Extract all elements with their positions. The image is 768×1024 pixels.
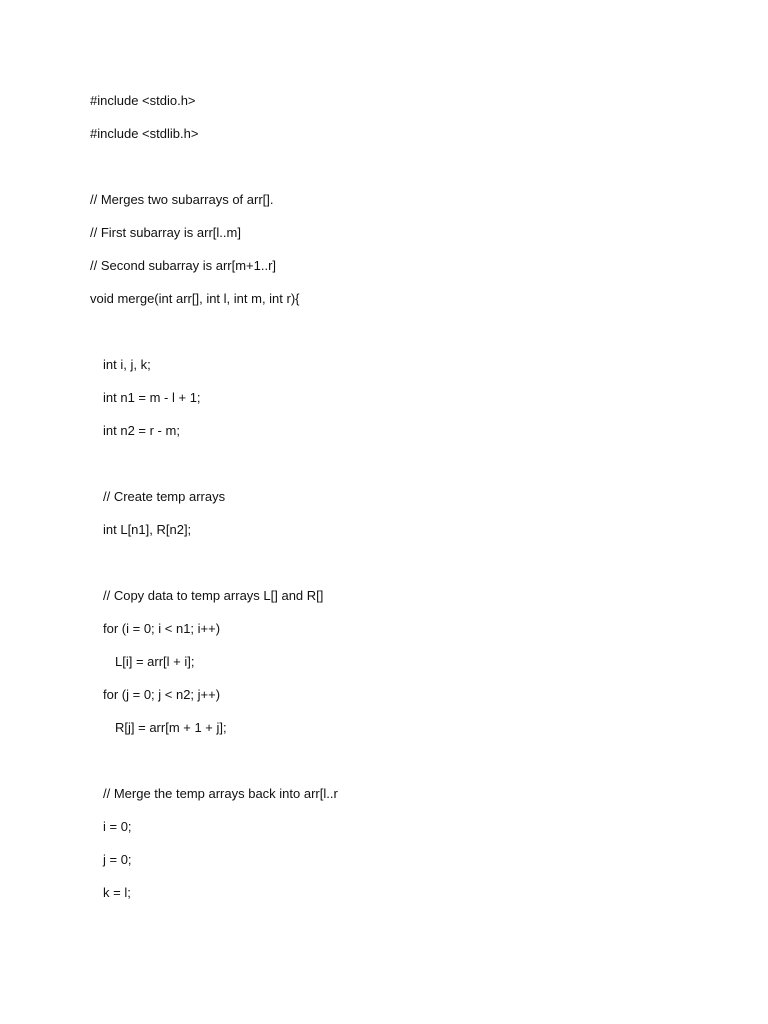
code-line-init-k: k = l; xyxy=(103,885,131,900)
code-line-comment-second: // Second subarray is arr[m+1..r] xyxy=(90,258,277,273)
code-line-include-stdlib: #include <stdlib.h> xyxy=(90,126,199,141)
code-line-assign-r: R[j] = arr[m + 1 + j]; xyxy=(115,720,227,735)
code-line-for-i: for (i = 0; i < n1; i++) xyxy=(103,621,221,636)
code-line-init-i: i = 0; xyxy=(103,819,132,834)
code-line-for-j: for (j = 0; j < n2; j++) xyxy=(103,687,221,702)
code-line-declare-ijk: int i, j, k; xyxy=(103,357,151,372)
code-line-comment-merge: // Merge the temp arrays back into arr[l..r xyxy=(103,786,338,801)
code-line-merge-signature: void merge(int arr[], int l, int m, int r){ xyxy=(90,291,300,306)
code-line-comment-merges: // Merges two subarrays of arr[]. xyxy=(90,192,274,207)
code-line-declare-arrays: int L[n1], R[n2]; xyxy=(103,522,192,537)
code-line-assign-l: L[i] = arr[l + i]; xyxy=(115,654,195,669)
code-line-init-j: j = 0; xyxy=(103,852,132,867)
code-line-comment-first: // First subarray is arr[l..m] xyxy=(90,225,241,240)
code-line-declare-n2: int n2 = r - m; xyxy=(103,423,180,438)
code-line-comment-create: // Create temp arrays xyxy=(103,489,226,504)
code-line-declare-n1: int n1 = m - l + 1; xyxy=(103,390,201,405)
code-line-include-stdio: #include <stdio.h> xyxy=(90,93,196,108)
code-line-comment-copy: // Copy data to temp arrays L[] and R[] xyxy=(103,588,324,603)
